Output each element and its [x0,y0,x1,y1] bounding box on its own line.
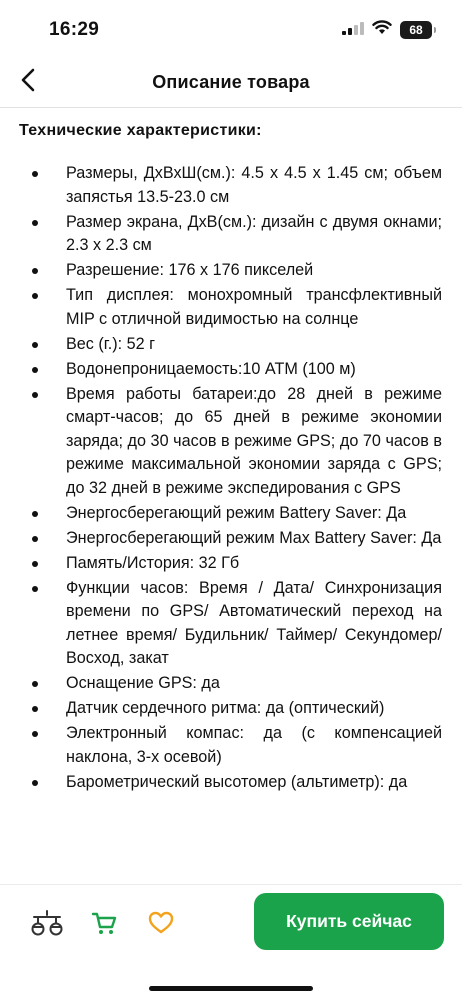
spec-item: Датчик сердечного ритма: да (оптический) [20,697,442,721]
spec-item: Размеры, ДхВхШ(см.): 4.5 x 4.5 x 1.45 см; объем запястья 13.5-23.0 см [20,162,442,209]
page-title: Описание товара [152,72,310,92]
spec-item: Оснащение GPS: да [20,672,442,696]
spec-item: Энергосберегающий режим Battery Saver: Да [20,502,442,526]
spec-item: Тип дисплея: монохромный трансфлективный MIP с отличной видимостью на солнце [20,284,442,331]
spec-item: Размер экрана, ДхВ(см.): дизайн с двумя окнами; 2.3 x 2.3 см [20,211,442,258]
cellular-signal-icon [342,21,364,40]
status-time: 16:29 [49,19,100,40]
cart-button[interactable] [84,905,124,945]
compare-button[interactable] [27,905,67,945]
cart-icon [91,910,117,941]
spec-item: Память/История: 32 Гб [20,552,442,576]
status-bar [0,0,462,56]
buy-now-button[interactable]: Купить сейчас [254,893,444,950]
spec-item: Разрешение: 176 x 176 пикселей [20,259,442,283]
spec-item: Время работы батареи:до 28 дней в режиме смарт-часов; до 65 дней в режиме экономии заряда; до 30 часов в режиме GPS; до 70 часов в режиме максимальной экономии заряда с GPS; до 32 дней в режиме экспедирования с GPS [20,383,442,501]
bottom-bar [0,884,462,999]
spec-item: Водонепроницаемость:10 АТМ (100 м) [20,358,442,382]
spec-list [20,162,442,796]
description-content[interactable] [0,108,462,884]
spec-item: Барометрический высотомер (альтиметр): да [20,771,442,795]
scales-icon [31,909,63,942]
spec-item: Энергосберегающий режим Max Battery Saver: Да [20,527,442,551]
spec-item: Функции часов: Время / Дата/ Синхронизация времени по GPS/ Автоматический переход на летнее время/ Будильник/ Таймер/ Секундомер/ Восход, закат [20,577,442,671]
favorite-button[interactable] [141,905,181,945]
section-title: Технические характеристики: [19,122,262,139]
heart-icon [148,911,174,940]
spec-item: Вес (г.): 52 г [20,333,442,357]
wifi-icon [372,20,392,40]
home-indicator [149,986,313,991]
battery-icon: 68 [400,21,432,39]
spec-item: Электронный компас: да (с компенсацией наклона, 3-х осевой) [20,722,442,769]
status-icons [342,20,432,40]
header [0,56,462,108]
